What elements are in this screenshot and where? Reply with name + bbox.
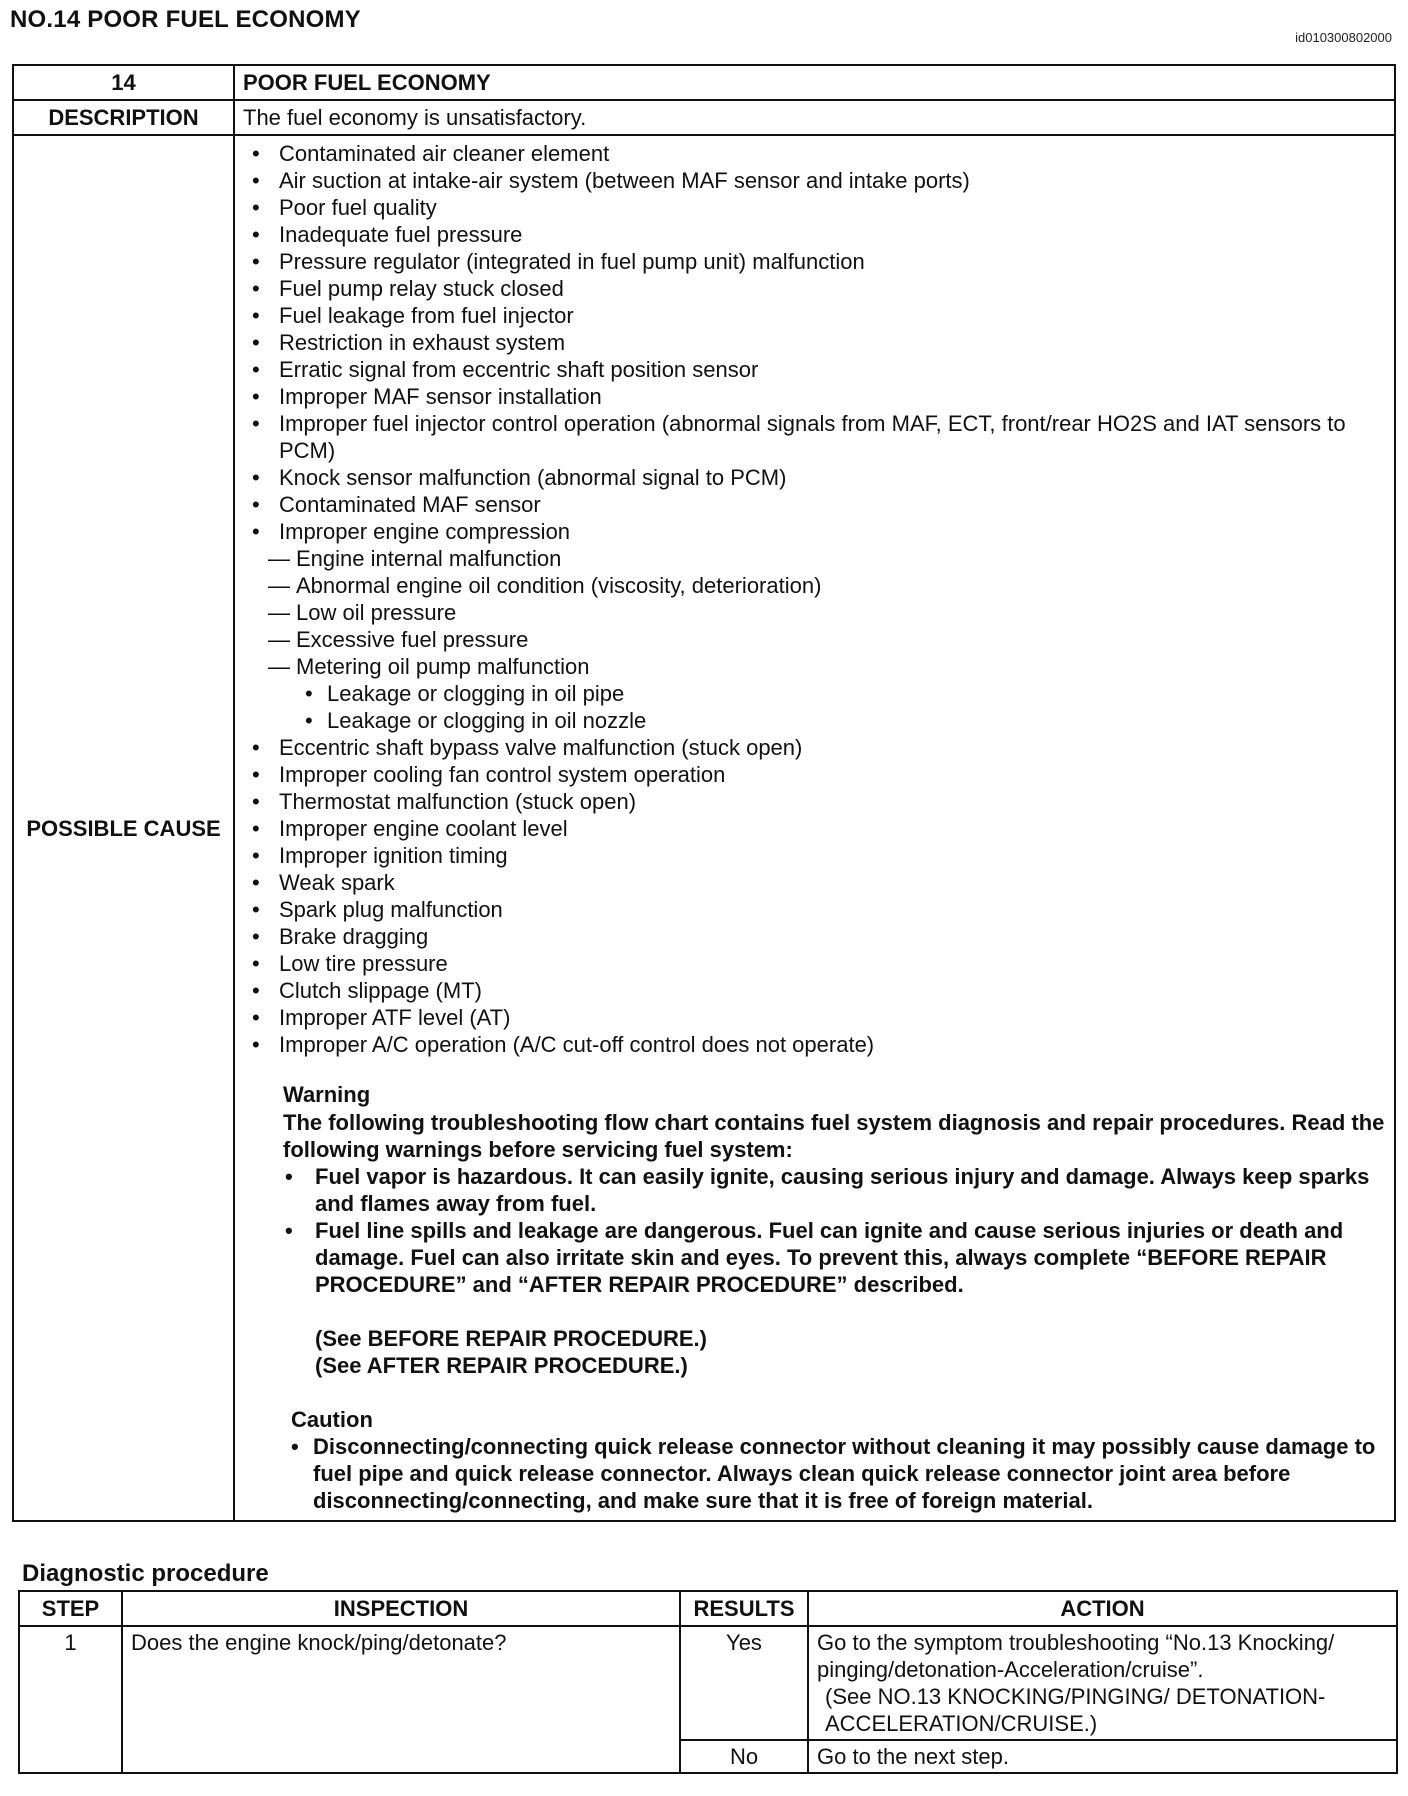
subcause-item: — Metering oil pump malfunction xyxy=(243,653,1386,680)
column-header-action: ACTION xyxy=(808,1591,1397,1626)
cause-item: • Spark plug malfunction xyxy=(243,896,1386,923)
possible-cause-cell xyxy=(234,135,1395,1521)
description-text: The fuel economy is unsatisfactory. xyxy=(234,100,1395,135)
cause-item: • Poor fuel quality xyxy=(243,194,1386,221)
cause-item: • Pressure regulator (integrated in fuel pump unit) malfunction xyxy=(243,248,1386,275)
subsubcause-item: • Leakage or clogging in oil nozzle xyxy=(243,707,1386,734)
action-yes xyxy=(808,1626,1397,1740)
symptom-table xyxy=(12,64,1396,1522)
warning-list xyxy=(283,1163,1386,1298)
cause-item: • Weak spark xyxy=(243,869,1386,896)
column-header-step: STEP xyxy=(19,1591,122,1626)
column-header-results: RESULTS xyxy=(680,1591,808,1626)
cause-item: • Inadequate fuel pressure xyxy=(243,221,1386,248)
diagnostic-row xyxy=(19,1626,1397,1740)
compression-subcause-list xyxy=(243,545,1386,680)
caution-title: Caution xyxy=(291,1407,373,1432)
cause-item: • Erratic signal from eccentric shaft position sensor xyxy=(243,356,1386,383)
cause-item: • Contaminated MAF sensor xyxy=(243,491,1386,518)
warning-item: • Fuel vapor is hazardous. It can easily ignite, causing serious injury and damage. Always keep sparks and flames away from fuel. xyxy=(283,1163,1386,1217)
warning-item: • Fuel line spills and leakage are dangerous. Fuel can ignite and cause serious injuries or death and damage. Fuel can also irritate skin and eyes. To prevent this, always complete “BEFORE REPAIR PROCEDURE” and “AFTER REPAIR PROCEDURE” described. xyxy=(283,1217,1386,1298)
subcause-item: — Excessive fuel pressure xyxy=(243,626,1386,653)
see-before-repair-link[interactable]: (See BEFORE REPAIR PROCEDURE.) xyxy=(315,1326,707,1351)
subcause-item: — Low oil pressure xyxy=(243,599,1386,626)
cause-item: • Improper MAF sensor installation xyxy=(243,383,1386,410)
symptom-name: POOR FUEL ECONOMY xyxy=(234,65,1395,100)
description-label: DESCRIPTION xyxy=(13,100,234,135)
diagnostic-procedure-title: Diagnostic procedure xyxy=(22,1560,269,1587)
cause-item: • Brake dragging xyxy=(243,923,1386,950)
cause-list-continued xyxy=(243,734,1386,1058)
cause-item: • Improper cooling fan control system operation xyxy=(243,761,1386,788)
cause-item: • Eccentric shaft bypass valve malfunction (stuck open) xyxy=(243,734,1386,761)
cause-item: • Contaminated air cleaner element xyxy=(243,140,1386,167)
page-title: NO.14 POOR FUEL ECONOMY xyxy=(10,6,361,33)
possible-cause-label: POSSIBLE CAUSE xyxy=(13,135,234,1521)
step-number: 1 xyxy=(19,1626,122,1773)
possible-cause-row xyxy=(13,135,1395,1521)
cause-list xyxy=(243,140,1386,545)
caution-item: • Disconnecting/connecting quick release connector without cleaning it may possibly cause damage to fuel pipe and quick release connector. Always clean quick release connector joint area before disconnecting/connecting, and make sure that it is free of foreign material. xyxy=(291,1433,1386,1514)
see-after-repair-link[interactable]: (See AFTER REPAIR PROCEDURE.) xyxy=(315,1353,688,1378)
cause-item: • Improper fuel injector control operation (abnormal signals from MAF, ECT, front/rear HO2S and IAT sensors to PCM) xyxy=(243,410,1386,464)
subcause-item: — Engine internal malfunction xyxy=(243,545,1386,572)
cause-item: • Improper ignition timing xyxy=(243,842,1386,869)
metering-pump-subcause-list xyxy=(243,680,1386,734)
cause-item: • Improper A/C operation (A/C cut-off control does not operate) xyxy=(243,1031,1386,1058)
caution-list xyxy=(291,1433,1386,1514)
subcause-item: — Abnormal engine oil condition (viscosity, deterioration) xyxy=(243,572,1386,599)
cause-item: • Knock sensor malfunction (abnormal signal to PCM) xyxy=(243,464,1386,491)
see-no13-link[interactable]: (See NO.13 KNOCKING/PINGING/ DETONATION-ACCELERATION/CRUISE.) xyxy=(825,1684,1326,1736)
cause-item: • Restriction in exhaust system xyxy=(243,329,1386,356)
description-row xyxy=(13,100,1395,135)
cause-item: • Fuel leakage from fuel injector xyxy=(243,302,1386,329)
cause-item: • Improper engine coolant level xyxy=(243,815,1386,842)
warning-title: Warning xyxy=(283,1082,371,1107)
column-header-inspection: INSPECTION xyxy=(122,1591,680,1626)
inspection-text: Does the engine knock/ping/detonate? xyxy=(122,1626,680,1773)
document-id: id010300802000 xyxy=(1295,30,1392,45)
diagnostic-table xyxy=(18,1590,1398,1774)
cause-item: • Thermostat malfunction (stuck open) xyxy=(243,788,1386,815)
symptom-number: 14 xyxy=(13,65,234,100)
cause-item: • Clutch slippage (MT) xyxy=(243,977,1386,1004)
result-no: No xyxy=(680,1740,808,1773)
subsubcause-item: • Leakage or clogging in oil pipe xyxy=(243,680,1386,707)
symptom-header-row xyxy=(13,65,1395,100)
action-yes-text: Go to the symptom troubleshooting “No.13 Knocking/ pinging/detonation-Acceleration/cruise”. xyxy=(817,1630,1335,1682)
action-no: Go to the next step. xyxy=(808,1740,1397,1773)
cause-item: • Low tire pressure xyxy=(243,950,1386,977)
warning-intro: The following troubleshooting flow chart contains fuel system diagnosis and repair procedures. Read the following warnings before servicing fuel system: xyxy=(283,1110,1385,1162)
caution-block xyxy=(243,1406,1386,1514)
cause-item: • Improper engine compression xyxy=(243,518,1386,545)
warning-block xyxy=(243,1081,1386,1379)
cause-item: • Air suction at intake-air system (between MAF sensor and intake ports) xyxy=(243,167,1386,194)
cause-item: • Fuel pump relay stuck closed xyxy=(243,275,1386,302)
cause-item: • Improper ATF level (AT) xyxy=(243,1004,1386,1031)
diagnostic-header-row xyxy=(19,1591,1397,1626)
result-yes: Yes xyxy=(680,1626,808,1740)
see-references xyxy=(283,1325,1386,1379)
